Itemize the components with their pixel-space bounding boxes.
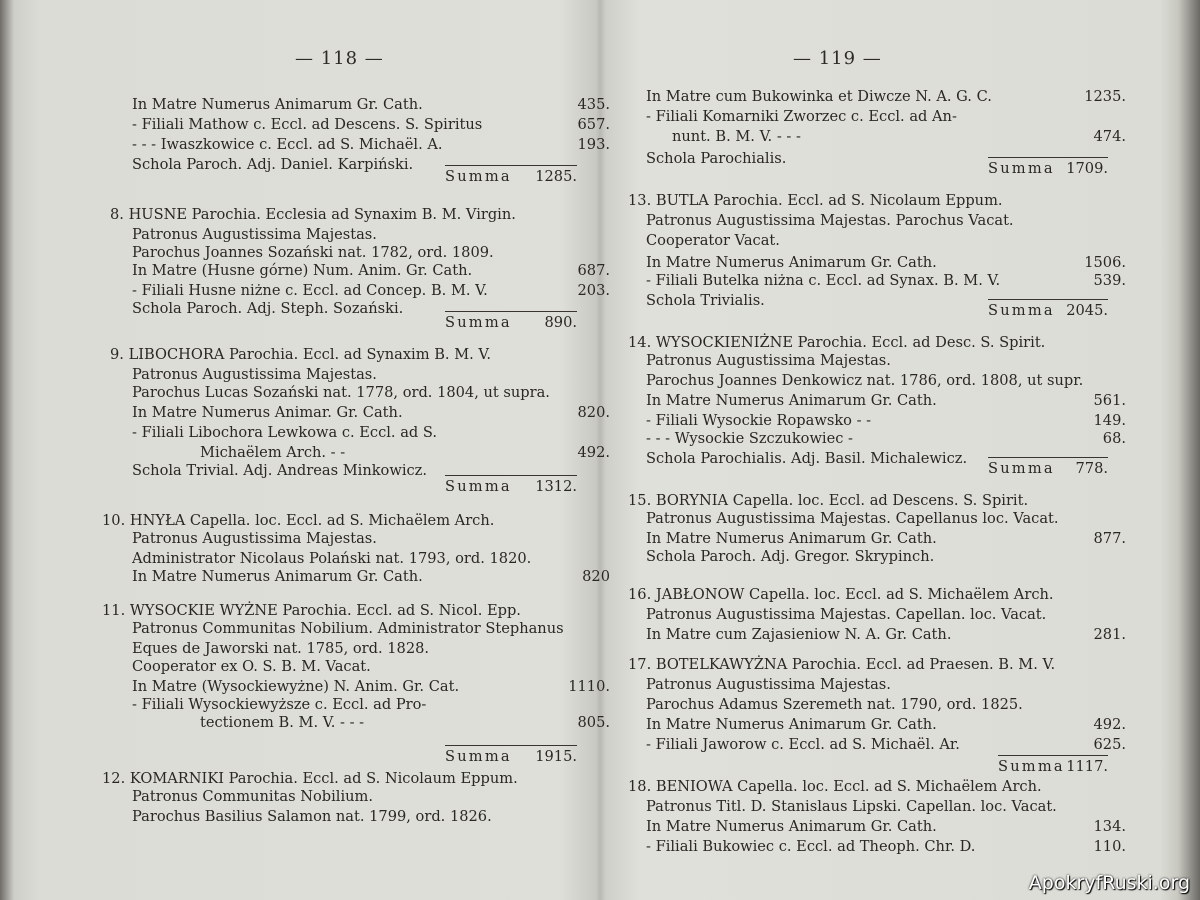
line-text: Parochus Adamus Szeremeth nat. 1790, ord. 1825. (646, 696, 1023, 713)
text-line (110, 346, 610, 364)
text-line (132, 678, 610, 696)
line-text: In Matre Numerus Animarum Gr. Cath. (132, 96, 423, 113)
line-text: Administrator Nicolaus Polański nat. 1793, ord. 1820. (132, 550, 532, 567)
text-line (132, 384, 610, 402)
line-count: 149. (1093, 412, 1126, 429)
line-count: 110. (1093, 838, 1126, 855)
text-line (646, 232, 1126, 250)
line-text: In Matre Numerus Animarum Gr. Cath. (132, 568, 423, 585)
text-line (646, 676, 1126, 694)
line-text: 12. KOMARNIKI Parochia. Eccl. ad S. Nicolaum Eppum. (102, 770, 518, 787)
line-text: In Matre Numerus Animarum Gr. Cath. (646, 818, 937, 835)
line-text: Schola Trivialis. (646, 292, 765, 309)
line-count: 1506. (1084, 254, 1126, 271)
text-line (132, 244, 610, 262)
line-text: Patronus Augustissima Majestas. (646, 676, 891, 693)
line-text: nunt. B. M. V. - - - (672, 128, 801, 145)
text-line (646, 372, 1126, 390)
line-text: - - - Wysockie Szczukowiec - (646, 430, 853, 447)
page-number: — 118 — (295, 48, 384, 69)
text-line (628, 492, 1126, 510)
line-text: 16. JABŁONOW Capella. loc. Eccl. ad S. Michaëlem Arch. (628, 586, 1054, 603)
line-text: Patronus Augustissima Majestas. (132, 366, 377, 383)
line-text: Patronus Augustissima Majestas. (132, 226, 377, 243)
line-count: 805. (577, 714, 610, 731)
text-line (102, 770, 610, 788)
line-count: 1915. (535, 748, 577, 765)
text-line (132, 226, 610, 244)
line-count: 561. (1093, 392, 1126, 409)
line-text: In Matre Numerus Animarum Gr. Cath. (646, 716, 937, 733)
summa-label: Summa (988, 302, 1055, 319)
line-text: - Filiali Jaworow c. Eccl. ad S. Michaël. Ar. (646, 736, 960, 753)
text-line (988, 160, 1108, 178)
text-line (132, 568, 610, 586)
line-text: 14. WYSOCKIENIŻNE Parochia. Eccl. ad Desc. S. Spirit. (628, 334, 1046, 351)
text-line (628, 334, 1126, 352)
text-line (445, 478, 577, 496)
text-line (132, 366, 610, 384)
line-text: Parochus Joannes Denkowicz nat. 1786, ord. 1808, ut supr. (646, 372, 1084, 389)
text-line (132, 530, 610, 548)
summa-label: Summa (445, 168, 512, 185)
text-line (132, 658, 610, 676)
line-text: In Matre Numerus Animarum Gr. Cath. (646, 530, 937, 547)
text-line (132, 424, 610, 442)
text-line (646, 108, 1126, 126)
line-text: Cooperator ex O. S. B. M. Vacat. (132, 658, 371, 675)
line-text: - Filiali Mathow c. Eccl. ad Descens. S. Spiritus (132, 116, 483, 133)
line-count: 1312. (535, 478, 577, 495)
line-text: Schola Trivial. Adj. Andreas Minkowicz. (132, 462, 428, 479)
text-line (646, 530, 1126, 548)
text-line (646, 392, 1126, 410)
text-line (646, 716, 1126, 734)
text-line (132, 96, 610, 114)
line-text: Schola Parochialis. (646, 150, 787, 167)
text-line (445, 168, 577, 186)
line-text: - Filiali Bukowiec c. Eccl. ad Theoph. Chr. D. (646, 838, 976, 855)
text-line (646, 798, 1126, 816)
line-text: In Matre (Husne górne) Num. Anim. Gr. Cath. (132, 262, 473, 279)
line-count: 1235. (1084, 88, 1126, 105)
text-line (132, 116, 610, 134)
line-text: Patronus Titl. D. Stanislaus Lipski. Capellan. loc. Vacat. (646, 798, 1057, 815)
line-text: Schola Paroch. Adj. Daniel. Karpiński. (132, 156, 414, 173)
line-text: Patronus Augustissima Majestas. Capellan. loc. Vacat. (646, 606, 1047, 623)
line-text: Patronus Augustissima Majestas. Capellanus loc. Vacat. (646, 510, 1059, 527)
text-line (132, 696, 610, 714)
line-text: - Filiali Libochora Lewkowa c. Eccl. ad S. (132, 424, 438, 441)
line-text: Eques de Jaworski nat. 1785, ord. 1828. (132, 640, 430, 657)
line-text: Schola Parochialis. Adj. Basil. Michalewicz. (646, 450, 968, 467)
line-text: In Matre (Wysockiewyżne) N. Anim. Gr. Cat. (132, 678, 460, 695)
line-count: 820. (577, 404, 610, 421)
text-line (646, 510, 1126, 528)
watermark: ApokryfRuski.org (1028, 872, 1190, 894)
line-text: 8. HUSNE Parochia. Ecclesia ad Synaxim B. M. Virgin. (110, 206, 516, 223)
line-text: - Filiali Wysockiewyższe c. Eccl. ad Pro- (132, 696, 427, 713)
text-line (132, 550, 610, 568)
line-text: tectionem B. M. V. - - - (200, 714, 365, 731)
line-count: 539. (1093, 272, 1126, 289)
summa-rule (445, 475, 577, 476)
text-line (646, 254, 1126, 272)
summa-label: Summa (998, 758, 1065, 775)
text-line (646, 548, 1126, 566)
text-line (132, 620, 610, 638)
text-line (646, 430, 1126, 448)
summa-rule (445, 311, 577, 312)
line-count: 281. (1093, 626, 1126, 643)
text-line (646, 838, 1126, 856)
line-text: Schola Paroch. Adj. Steph. Sozański. (132, 300, 404, 317)
summa-label: Summa (988, 460, 1055, 477)
text-line (132, 640, 610, 658)
text-line (102, 602, 610, 620)
line-count: 474. (1093, 128, 1126, 145)
line-text: 13. BUTLA Parochia. Eccl. ad S. Nicolaum Eppum. (628, 192, 1003, 209)
line-text: - Filiali Wysockie Ropawsko - - (646, 412, 872, 429)
line-text: 11. WYSOCKIE WYŻNE Parochia. Eccl. ad S. Nicol. Epp. (102, 602, 521, 619)
text-line (646, 352, 1126, 370)
text-line (646, 696, 1126, 714)
summa-rule (988, 457, 1108, 458)
line-count: 1117. (1066, 758, 1108, 775)
line-count: 687. (577, 262, 610, 279)
line-text: In Matre Numerus Animarum Gr. Cath. (646, 392, 937, 409)
text-line (132, 282, 610, 300)
summa-rule (998, 755, 1108, 756)
line-count: 492. (577, 444, 610, 461)
text-line (132, 808, 610, 826)
line-text: 17. BOTELKAWYŻNA Parochia. Eccl. ad Praesen. B. M. V. (628, 656, 1056, 673)
line-text: In Matre cum Zajasieniow N. A. Gr. Cath. (646, 626, 952, 643)
line-text: - - - Iwaszkowice c. Eccl. ad S. Michaël. A. (132, 136, 443, 153)
right-page (628, 0, 1173, 900)
line-count: 435. (577, 96, 610, 113)
line-text: In Matre Numerus Animarum Gr. Cath. (646, 254, 937, 271)
line-text: In Matre Numerus Animar. Gr. Cath. (132, 404, 403, 421)
line-count: 1709. (1066, 160, 1108, 177)
text-line (628, 656, 1126, 674)
line-text: Parochus Basilius Salamon nat. 1799, ord. 1826. (132, 808, 492, 825)
line-count: 657. (577, 116, 610, 133)
text-line (445, 314, 577, 332)
line-text: Patronus Communitas Nobilium. Administrator Stephanus (132, 620, 564, 637)
text-line (998, 758, 1108, 776)
line-text: 10. HNYŁA Capella. loc. Eccl. ad S. Michaëlem Arch. (102, 512, 495, 529)
line-text: Patronus Augustissima Majestas. Parochus Vacat. (646, 212, 1014, 229)
line-count: 492. (1093, 716, 1126, 733)
line-text: Cooperator Vacat. (646, 232, 780, 249)
text-line (646, 272, 1126, 290)
line-count: 134. (1093, 818, 1126, 835)
line-count: 820 (582, 568, 610, 585)
line-text: 18. BENIOWA Capella. loc. Eccl. ad S. Michaëlem Arch. (628, 778, 1042, 795)
text-line (988, 302, 1108, 320)
line-text: Patronus Communitas Nobilium. (132, 788, 373, 805)
line-text: - Filiali Husne niżne c. Eccl. ad Concep. B. M. V. (132, 282, 488, 299)
text-line (646, 88, 1126, 106)
line-count: 203. (577, 282, 610, 299)
text-line (132, 788, 610, 806)
text-line (646, 212, 1126, 230)
text-line (200, 714, 610, 732)
text-line (200, 444, 610, 462)
line-text: Michaëlem Arch. - - (200, 444, 346, 461)
text-line (646, 606, 1126, 624)
line-text: Parochus Lucas Sozański nat. 1778, ord. 1804, ut supra. (132, 384, 550, 401)
line-count: 193. (577, 136, 610, 153)
line-count: 1285. (535, 168, 577, 185)
summa-label: Summa (988, 160, 1055, 177)
line-count: 778. (1075, 460, 1108, 477)
line-count: 2045. (1066, 302, 1108, 319)
text-line (672, 128, 1126, 146)
text-line (628, 778, 1126, 796)
text-line (102, 512, 610, 530)
line-count: 1110. (568, 678, 610, 695)
summa-label: Summa (445, 748, 512, 765)
left-page (40, 0, 610, 900)
line-count: 68. (1102, 430, 1126, 447)
line-text: 15. BORYNIA Capella. loc. Eccl. ad Descens. S. Spirit. (628, 492, 1029, 509)
line-text: In Matre cum Bukowinka et Diwcze N. A. G. C. (646, 88, 992, 105)
summa-rule (988, 157, 1108, 158)
line-text: Schola Paroch. Adj. Gregor. Skrypinch. (646, 548, 935, 565)
line-count: 625. (1093, 736, 1126, 753)
line-count: 890. (544, 314, 577, 331)
text-line (628, 192, 1126, 210)
text-line (110, 206, 610, 224)
text-line (132, 404, 610, 422)
line-count: 877. (1093, 530, 1126, 547)
line-text: Parochus Joannes Sozański nat. 1782, ord. 1809. (132, 244, 494, 261)
line-text: - Filiali Komarniki Zworzec c. Eccl. ad An- (646, 108, 957, 125)
text-line (132, 262, 610, 280)
text-line (445, 748, 577, 766)
page-number: — 119 — (793, 48, 882, 69)
line-text: Patronus Augustissima Majestas. (132, 530, 377, 547)
summa-rule (988, 299, 1108, 300)
text-line (628, 586, 1126, 604)
text-line (646, 736, 1126, 754)
line-text: 9. LIBOCHORA Parochia. Eccl. ad Synaxim B. M. V. (110, 346, 492, 363)
text-line (646, 818, 1126, 836)
summa-label: Summa (445, 478, 512, 495)
summa-rule (445, 745, 577, 746)
line-text: - Filiali Butelka niżna c. Eccl. ad Synax. B. M. V. (646, 272, 1001, 289)
text-line (988, 460, 1108, 478)
summa-rule (445, 165, 577, 166)
summa-label: Summa (445, 314, 512, 331)
text-line (646, 626, 1126, 644)
text-line (646, 412, 1126, 430)
text-line (132, 136, 610, 154)
line-text: Patronus Augustissima Majestas. (646, 352, 891, 369)
